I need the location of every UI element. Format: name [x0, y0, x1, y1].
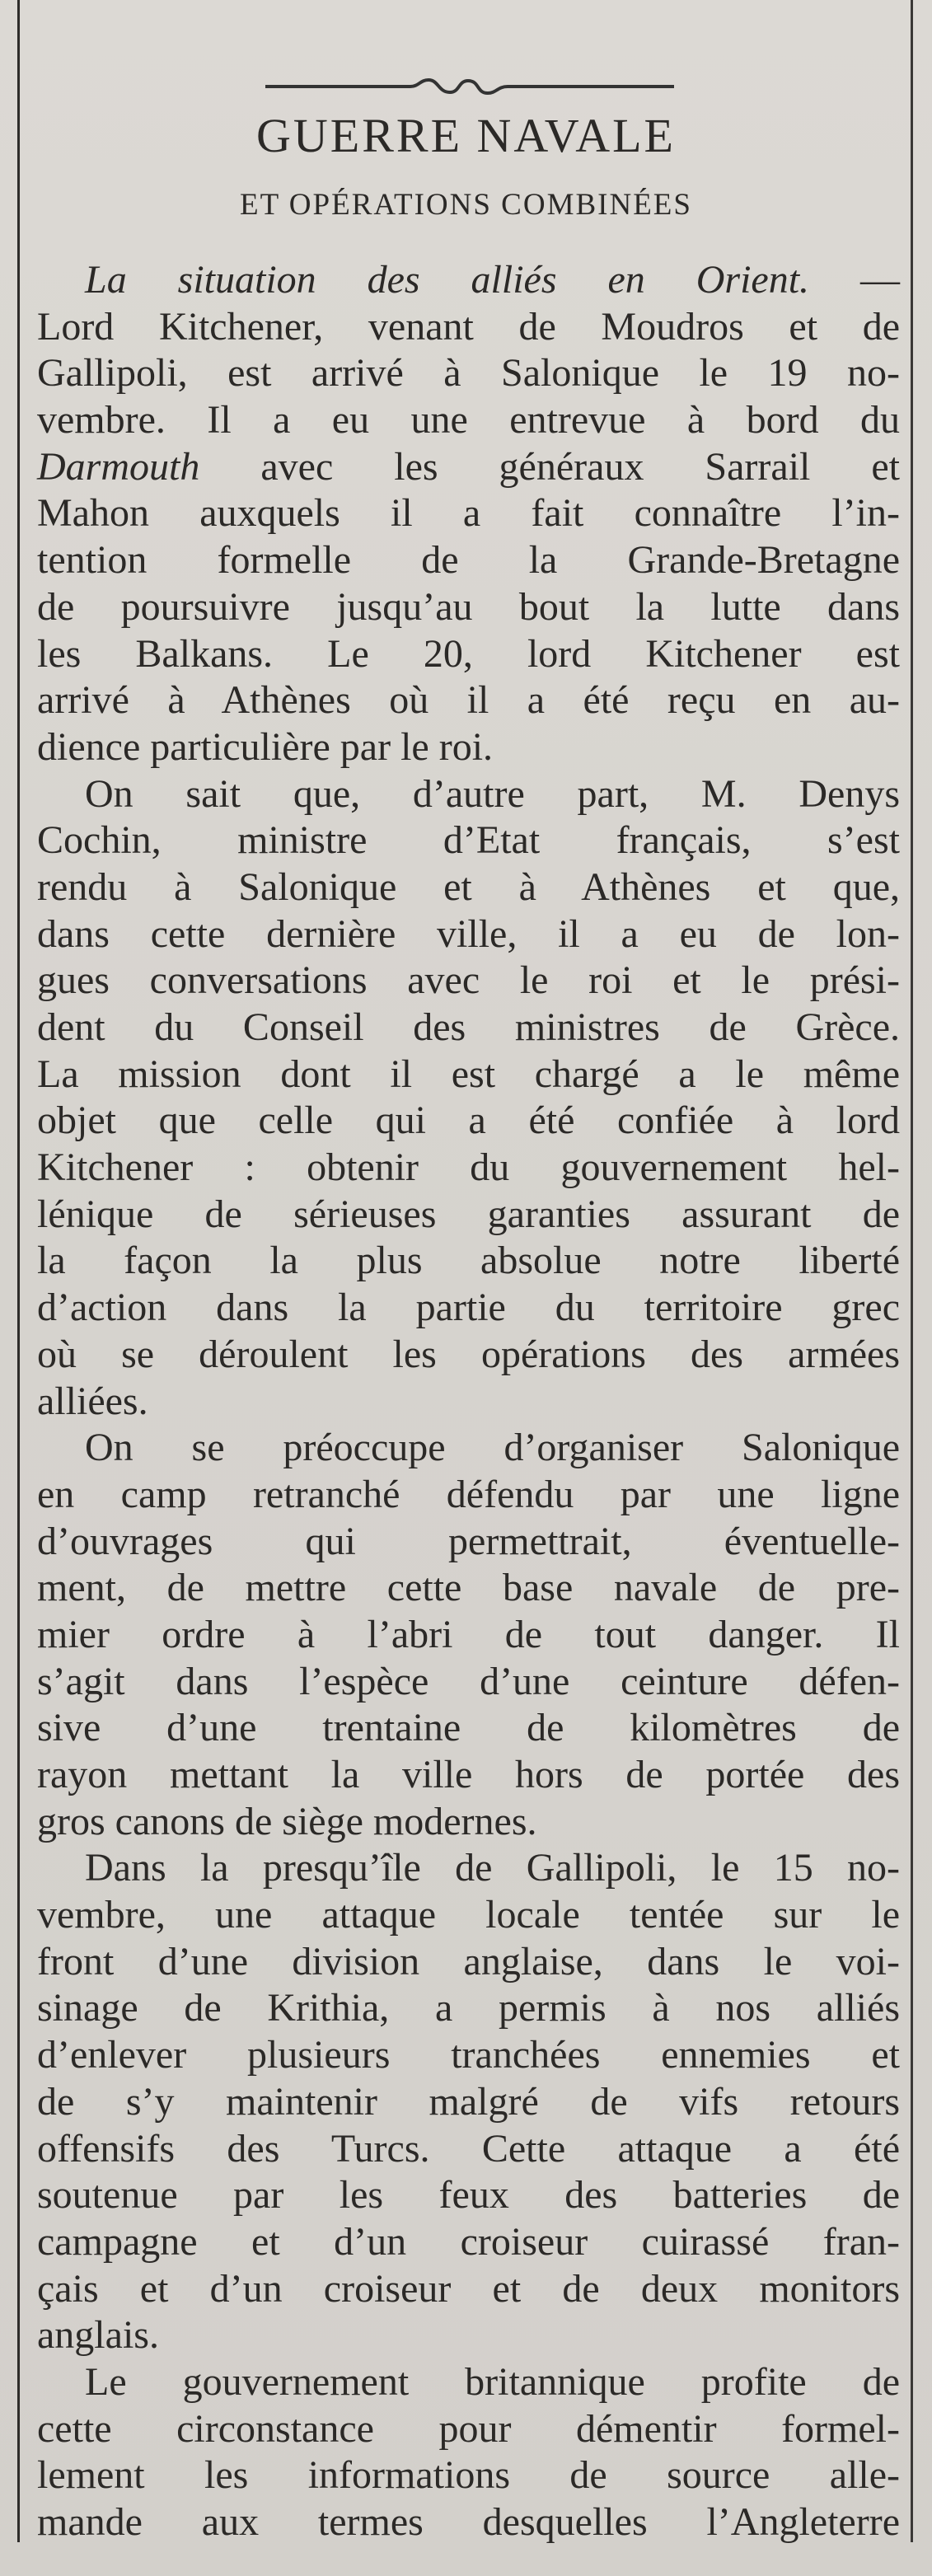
text-line: d’ouvrages qui permettrait, éventuelle-	[37, 1519, 900, 1563]
text-line: sinage de Krithia, a permis à nos alliés	[37, 1986, 900, 2030]
text-line: Mahon auxquels il a fait connaître l’in-	[37, 491, 900, 536]
text-line: dience particulière par le roi.	[37, 724, 494, 769]
text-line: La mission dont il est chargé a le même	[37, 1051, 900, 1096]
article-title: GUERRE NAVALE	[256, 109, 676, 162]
text-line: de poursuivre jusqu’au bout la lutte dans	[37, 584, 900, 629]
text-line: de s’y maintenir malgré de vifs retours	[37, 2079, 900, 2124]
text-line: anglais.	[37, 2313, 159, 2358]
text-segment: —	[809, 258, 900, 302]
text-line: On se préoccupe d’organiser Salonique	[85, 1426, 900, 1470]
text-line: dans cette dernière ville, il a eu de lon-	[37, 911, 900, 956]
text-line: rendu à Salonique et à Athènes et que,	[37, 864, 900, 909]
text-line: d’action dans la partie du territoire grec	[37, 1286, 900, 1330]
text-line: soutenue par les feux des batteries de	[37, 2173, 900, 2218]
paragraph	[37, 1845, 900, 2359]
text-line: offensifs des Turcs. Cette attaque a été	[37, 2126, 900, 2171]
text-line: alliées.	[37, 1379, 148, 1423]
text-segment: avec les généraux Sarrail et	[199, 444, 900, 489]
text-line: la façon la plus absolue notre liberté	[37, 1239, 900, 1283]
column-rule-left	[17, 0, 20, 2542]
text-line: Lord Kitchener, venant de Moudros et de	[37, 304, 900, 349]
text-line: ment, de mettre cette base navale de pre-	[37, 1566, 900, 1610]
text-line	[37, 257, 900, 304]
text-line: tention formelle de la Grande-Bretagne	[37, 538, 900, 583]
text-line: Cochin, ministre d’Etat français, s’est	[37, 818, 900, 863]
italic-text: La situation des alliés en Orient.	[85, 258, 810, 302]
paragraph	[37, 257, 900, 771]
column-rule-right	[911, 0, 913, 2542]
italic-text: Darmouth	[37, 444, 200, 489]
text-line: dent du Conseil des ministres de Grèce.	[37, 1005, 900, 1049]
paragraph	[37, 771, 900, 1426]
text-line: Le gouvernement britannique profite de	[85, 2359, 900, 2404]
text-line: campagne et d’un croiseur cuirassé fran-	[37, 2219, 900, 2264]
text-line: front d’une division anglaise, dans le voi-	[37, 1939, 900, 1984]
text-line: gros canons de siège modernes.	[37, 1799, 537, 1843]
text-line	[37, 444, 900, 491]
article-body	[37, 257, 900, 2546]
text-line: lement les informations de source alle-	[37, 2453, 900, 2498]
text-line: On sait que, d’autre part, M. Denys	[85, 771, 900, 816]
text-line: lénique de sérieuses garanties assurant de	[37, 1192, 900, 1236]
paragraph	[37, 2359, 900, 2546]
text-line: cette circonstance pour démentir formel-	[37, 2406, 900, 2451]
text-line: çais et d’un croiseur et de deux monitors	[37, 2266, 900, 2311]
text-line: vembre. Il a eu une entrevue à bord du	[37, 398, 900, 443]
text-line: d’enlever plusieurs tranchées ennemies et	[37, 2033, 900, 2077]
text-line: mande aux termes desquelles l’Angleterre	[37, 2500, 900, 2544]
paragraph	[37, 1425, 900, 1845]
text-line: gues conversations avec le roi et le prési-	[37, 958, 900, 1003]
text-line: Gallipoli, est arrivé à Salonique le 19 no-	[37, 351, 900, 396]
article-subtitle: ET OPÉRATIONS COMBINÉES	[240, 188, 692, 222]
text-line: en camp retranché défendu par une ligne	[37, 1472, 900, 1516]
text-line: vembre, une attaque locale tentée sur le	[37, 1893, 900, 1937]
text-line: Kitchener : obtenir du gouvernement hel-	[37, 1145, 900, 1190]
text-line: rayon mettant la ville hors de portée des	[37, 1753, 900, 1796]
ornament-divider-icon	[264, 76, 676, 99]
text-line: s’agit dans l’espèce d’une ceinture défen-	[37, 1659, 900, 1703]
text-line: mier ordre à l’abri de tout danger. Il	[37, 1612, 900, 1656]
text-line: Dans la presqu’île de Gallipoli, le 15 no-	[85, 1846, 900, 1890]
text-line: objet que celle qui a été confiée à lord	[37, 1098, 900, 1143]
text-line: sive d’une trentaine de kilomètres de	[37, 1706, 900, 1750]
text-line: les Balkans. Le 20, lord Kitchener est	[37, 631, 900, 676]
text-line: où se déroulent les opérations des armées	[37, 1332, 900, 1376]
text-line: arrivé à Athènes où il a été reçu en au-	[37, 678, 900, 723]
